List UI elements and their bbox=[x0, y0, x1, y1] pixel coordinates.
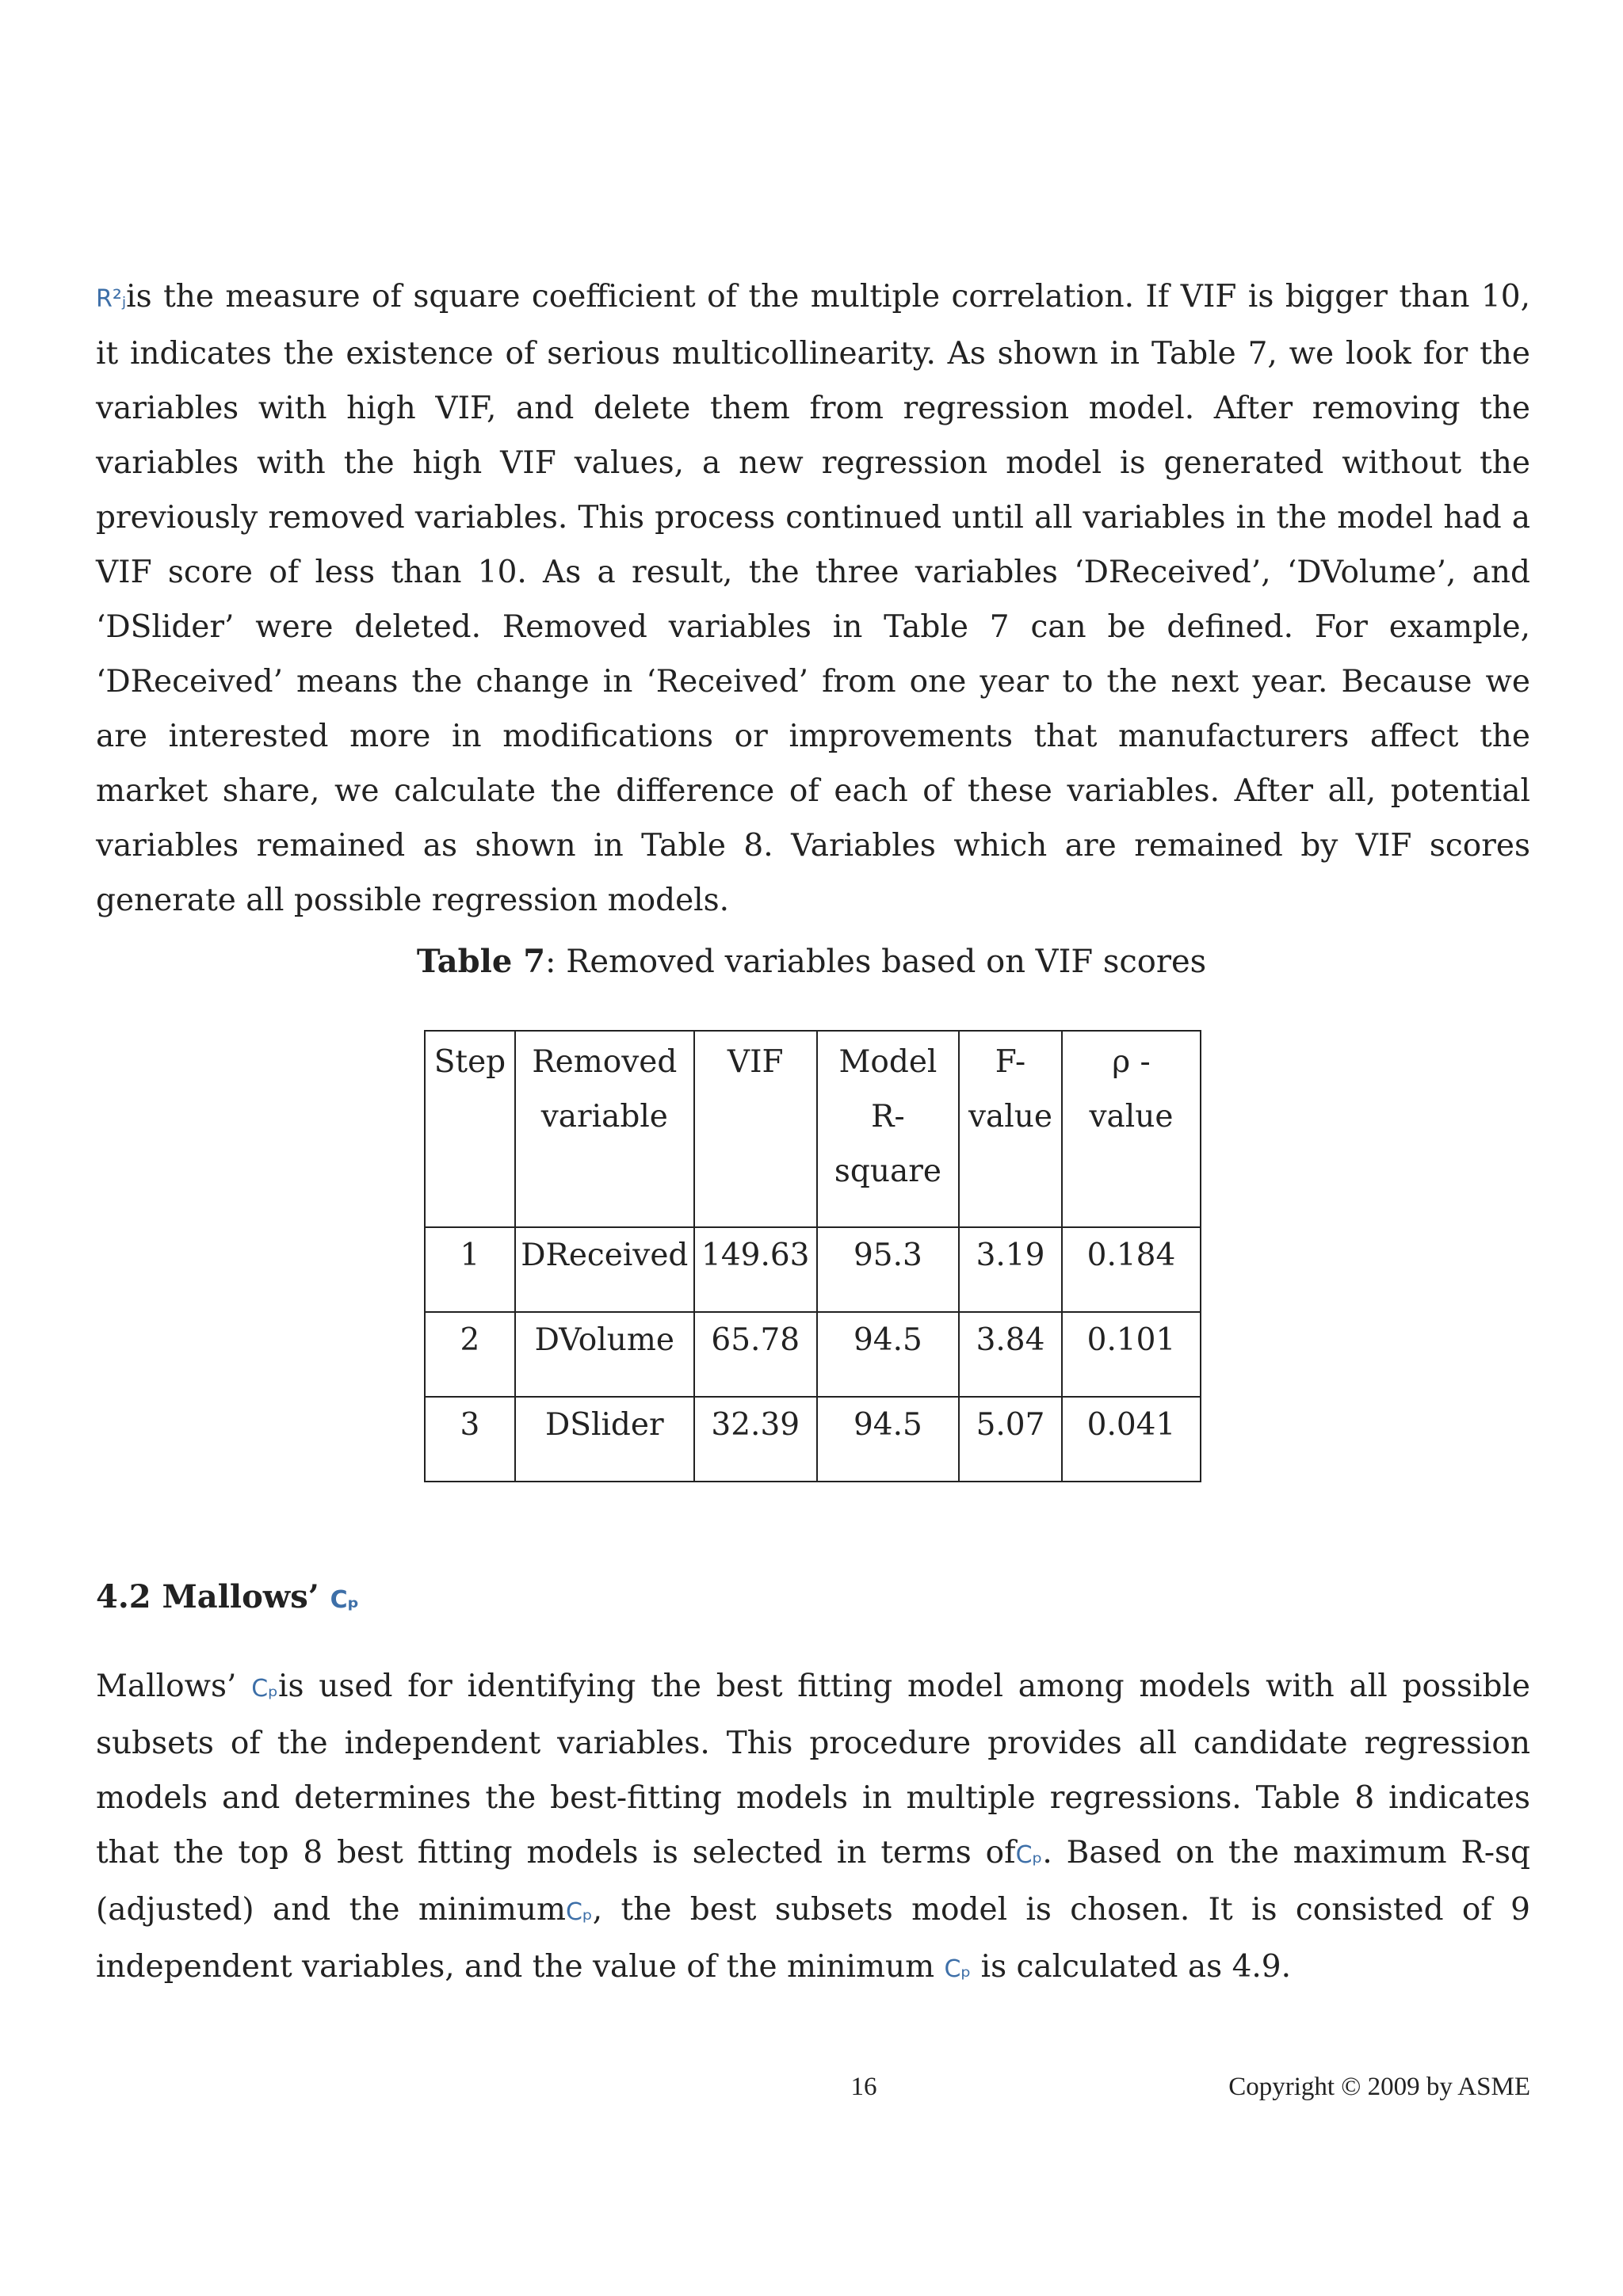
table-7-caption-label: Table 7 bbox=[416, 943, 546, 980]
cell-model-r-square: 94.5 bbox=[817, 1397, 959, 1482]
paragraph-2-text-5: is calculated as 4.9. bbox=[971, 1949, 1291, 1985]
cell-vif: 149.63 bbox=[694, 1227, 817, 1312]
copyright-notice: Copyright © 2009 by ASME bbox=[1228, 2073, 1530, 2101]
table-7 bbox=[424, 1030, 1201, 1482]
header-f-value: F-value bbox=[959, 1031, 1062, 1227]
cp-symbol: Cₚ bbox=[330, 1586, 359, 1614]
cp-symbol: Cₚ bbox=[565, 1898, 593, 1926]
r-squared-j-symbol: R²ⱼ bbox=[96, 285, 127, 313]
table-row bbox=[425, 1397, 1201, 1482]
cell-step: 2 bbox=[425, 1312, 515, 1397]
header-p-value: ρ - value bbox=[1062, 1031, 1201, 1227]
cell-vif: 32.39 bbox=[694, 1397, 817, 1482]
table-header-row bbox=[425, 1031, 1201, 1227]
table-row bbox=[425, 1227, 1201, 1312]
table-7-caption bbox=[0, 938, 1623, 986]
cell-removed-variable: DReceived bbox=[515, 1227, 694, 1312]
cell-step: 1 bbox=[425, 1227, 515, 1312]
cp-symbol: Cₚ bbox=[251, 1675, 278, 1703]
cell-removed-variable: DSlider bbox=[515, 1397, 694, 1482]
header-step: Step bbox=[425, 1031, 515, 1227]
table-7-caption-text: : Removed variables based on VIF scores bbox=[545, 944, 1207, 980]
cell-removed-variable: DVolume bbox=[515, 1312, 694, 1397]
table-row bbox=[425, 1312, 1201, 1397]
paragraph-2 bbox=[96, 1659, 1530, 1997]
header-removed-variable: Removed variable bbox=[515, 1031, 694, 1227]
cell-f-value: 3.84 bbox=[959, 1312, 1062, 1397]
paragraph-1 bbox=[96, 269, 1530, 928]
cp-symbol: Cₚ bbox=[1015, 1841, 1043, 1869]
paragraph-2-text-2: is used for identifying the best fitting model among models with all possible subsets of the independent variables. This procedure provides all candidate regression models and determines the best-fitting models in multiple regressions. Table 8 indicates that the top 8 best fitting models is selected in terms of bbox=[96, 1669, 1530, 1871]
paragraph-2-text-3: . Based on the maximum R-sq (adjusted) and the minimum bbox=[96, 1835, 1530, 1928]
cell-p-value: 0.041 bbox=[1062, 1397, 1201, 1482]
cell-step: 3 bbox=[425, 1397, 515, 1482]
page-number: 16 bbox=[850, 2073, 877, 2101]
section-heading-mallows-cp bbox=[96, 1573, 359, 1624]
paragraph-2-text-1: Mallows’ bbox=[96, 1669, 252, 1704]
paragraph-2-text-4: , the best subsets model is chosen. It is consisted of 9 independent variables, and the value of the minimum bbox=[96, 1892, 1530, 1985]
header-model-r-square: Model R-square bbox=[817, 1031, 959, 1227]
cell-f-value: 5.07 bbox=[959, 1397, 1062, 1482]
cell-p-value: 0.184 bbox=[1062, 1227, 1201, 1312]
cell-model-r-square: 95.3 bbox=[817, 1227, 959, 1312]
cell-model-r-square: 94.5 bbox=[817, 1312, 959, 1397]
cell-vif: 65.78 bbox=[694, 1312, 817, 1397]
cell-p-value: 0.101 bbox=[1062, 1312, 1201, 1397]
header-vif: VIF bbox=[694, 1031, 817, 1227]
section-heading-text: 4.2 Mallows’ bbox=[96, 1578, 319, 1615]
cp-symbol: Cₚ bbox=[944, 1955, 972, 1983]
paragraph-1-text: is the measure of square coefficient of the multiple correlation. If VIF is bigger than 10, it indicates the existence of serious multicollinearity. As shown in Table 7, we look for the variables with high VIF, and delete them from regression model. After removing the variables with the high VIF values, a new regression model is generated without the previously removed variables. This process continued until all variables in the model had a VIF score of less than 10. As a result, the three variables ‘DReceived’, ‘DVolume’, and ‘DSlider’ were deleted. Removed variables in Table 7 can be defined. For example, ‘DReceived’ means the change in ‘Received’ from one year to the next year. Because we are interested more in modifications or improvements that manufacturers affect the market share, we calculate the difference of each of these variables. After all, potential variables remained as shown in Table 8. Variables which are remained by VIF scores generate all possible regression models. bbox=[96, 279, 1530, 918]
cell-f-value: 3.19 bbox=[959, 1227, 1062, 1312]
